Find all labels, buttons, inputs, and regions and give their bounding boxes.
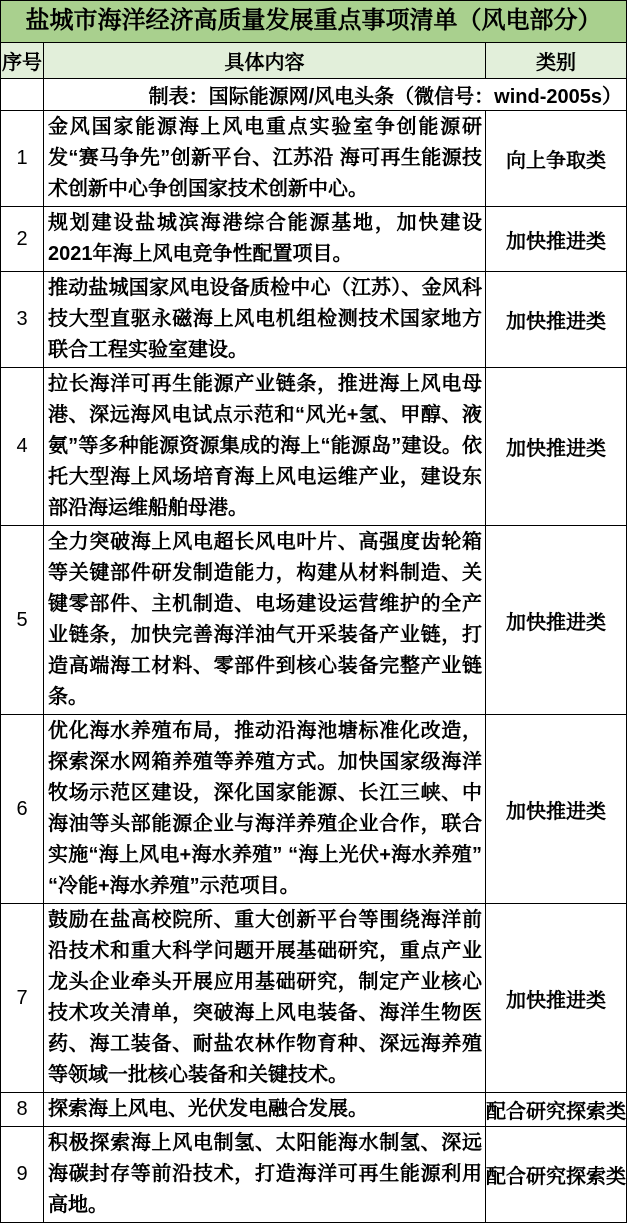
column-header-index: 序号 <box>1 43 44 79</box>
row-content: 探索海上风电、光伏发电融合发展。 <box>44 1093 486 1127</box>
credit-blank-cell <box>1 79 44 111</box>
credit-line: 制表：国际能源网/风电头条（微信号：wind-2005s） <box>44 79 627 111</box>
row-content: 规划建设盐城滨海港综合能源基地，加快建设2021年海上风电竞争性配置项目。 <box>44 207 486 272</box>
credit-row <box>1 79 627 111</box>
row-index: 9 <box>1 1127 44 1223</box>
row-index: 8 <box>1 1093 44 1127</box>
row-index: 2 <box>1 207 44 272</box>
row-index: 4 <box>1 368 44 526</box>
row-category: 加快推进类 <box>486 526 627 715</box>
row-content: 积极探索海上风电制氢、太阳能海水制氢、深远海碳封存等前沿技术，打造海洋可再生能源利用高地。 <box>44 1127 486 1223</box>
row-category: 加快推进类 <box>486 272 627 368</box>
column-header-category: 类别 <box>486 43 627 79</box>
column-header-content: 具体内容 <box>44 43 486 79</box>
table-row <box>1 526 627 715</box>
row-index: 5 <box>1 526 44 715</box>
row-index: 7 <box>1 904 44 1093</box>
row-content: 全力突破海上风电超长风电叶片、高强度齿轮箱等关键部件研发制造能力，构建从材料制造、关键零部件、主机制造、电场建设运营维护的全产业链条，加快完善海洋油气开采装备产业链，打造高端海工材料、零部件到核心装备完整产业链条。 <box>44 526 486 715</box>
row-index: 3 <box>1 272 44 368</box>
table-row <box>1 207 627 272</box>
row-content: 拉长海洋可再生能源产业链条，推进海上风电母港、深远海风电试点示范和“风光+氢、甲醇、液氨”等多种能源资源集成的海上“能源岛”建设。依托大型海上风场培育海上风电运维产业，建设东部沿海运维船舶母港。 <box>44 368 486 526</box>
row-content: 优化海水养殖布局，推动沿海池塘标准化改造，探索深水网箱养殖等养殖方式。加快国家级海洋牧场示范区建设，深化国家能源、长江三峡、中海油等头部能源企业与海洋养殖企业合作，联合实施“海上风电+海水养殖” “海上光伏+海水养殖” “冷能+海水养殖”示范项目。 <box>44 715 486 904</box>
table-row <box>1 904 627 1093</box>
title-row <box>1 1 627 43</box>
header-row <box>1 43 627 79</box>
table-row <box>1 715 627 904</box>
row-category: 加快推进类 <box>486 715 627 904</box>
page-title: 盐城市海洋经济高质量发展重点事项清单（风电部分） <box>1 1 627 43</box>
row-index: 6 <box>1 715 44 904</box>
table-row <box>1 1127 627 1223</box>
row-content: 金风国家能源海上风电重点实验室争创能源研发“赛马争先”创新平台、江苏沿 海可再生能源技术创新中心争创国家技术创新中心。 <box>44 111 486 207</box>
row-category: 加快推进类 <box>486 207 627 272</box>
row-category: 配合研究探索类 <box>486 1093 627 1127</box>
row-index: 1 <box>1 111 44 207</box>
row-content: 鼓励在盐高校院所、重大创新平台等围绕海洋前沿技术和重大科学问题开展基础研究，重点产业龙头企业牵头开展应用基础研究，制定产业核心技术攻关清单，突破海上风电装备、海洋生物医药、海工装备、耐盐农林作物育种、深远海养殖等领域一批核心装备和关键技术。 <box>44 904 486 1093</box>
table-row <box>1 368 627 526</box>
table-row <box>1 111 627 207</box>
row-category: 配合研究探索类 <box>486 1127 627 1223</box>
row-category: 向上争取类 <box>486 111 627 207</box>
table-row <box>1 272 627 368</box>
table-row <box>1 1093 627 1127</box>
row-category: 加快推进类 <box>486 904 627 1093</box>
row-category: 加快推进类 <box>486 368 627 526</box>
row-content: 推动盐城国家风电设备质检中心（江苏）、金风科技大型直驱永磁海上风电机组检测技术国家地方联合工程实验室建设。 <box>44 272 486 368</box>
